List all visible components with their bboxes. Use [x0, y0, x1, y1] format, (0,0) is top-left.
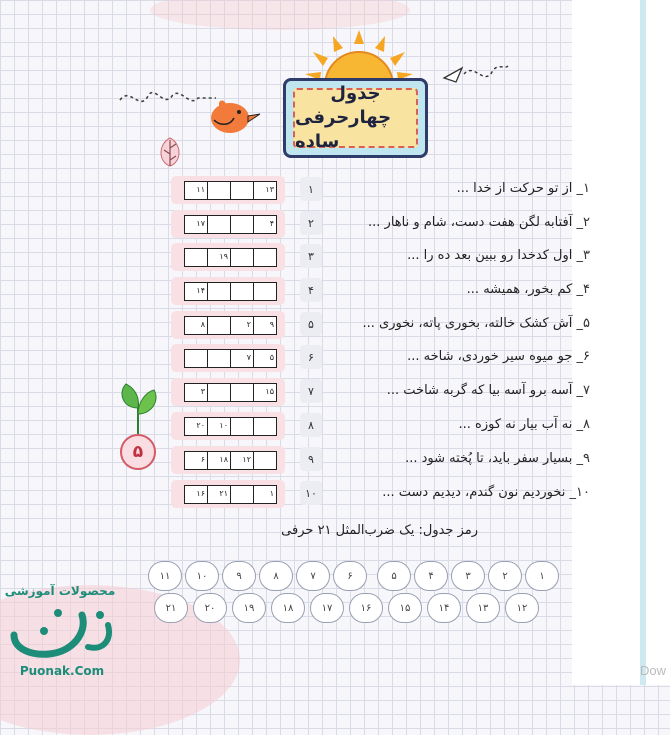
- paper-plane-icon: [440, 58, 510, 96]
- clue-index: ۱۰_: [569, 485, 590, 500]
- clue-row: [300, 480, 590, 508]
- answer-bubble[interactable]: ۶: [333, 561, 367, 591]
- clue-number: ۲: [300, 211, 322, 235]
- clue-row: [300, 210, 590, 238]
- clue-number: ۹: [300, 447, 322, 471]
- answer-bubble[interactable]: ۱۵: [388, 593, 422, 623]
- clue-number: ۶: [300, 345, 322, 369]
- clue-number: ۴: [300, 278, 322, 302]
- clue-index: ۴_: [576, 282, 590, 297]
- plant-icon: [116, 380, 162, 440]
- watermark-url[interactable]: Puonak.Com: [19, 664, 105, 678]
- clue-number: ۳: [300, 244, 322, 268]
- grid-cell[interactable]: [230, 485, 254, 504]
- answer-bubble[interactable]: ۳: [451, 561, 485, 591]
- clue-index: ۳_: [576, 248, 590, 263]
- grid-cell[interactable]: ۷: [230, 349, 254, 368]
- grid-row: [171, 378, 285, 406]
- grid-cell[interactable]: [253, 248, 277, 267]
- answer-bubble[interactable]: ۵: [377, 561, 411, 591]
- grid-cell[interactable]: ۱۱: [184, 181, 208, 200]
- grid-cell[interactable]: [230, 282, 254, 301]
- grid-cell[interactable]: [207, 349, 231, 368]
- clue-row: [300, 378, 590, 406]
- grid-row: [171, 243, 285, 271]
- grid-cell[interactable]: ۶: [184, 451, 208, 470]
- grid-cell[interactable]: ۲۱: [207, 485, 231, 504]
- clue-text: بسیار سفر باید، تا پُخته شود ...: [405, 451, 573, 466]
- grid-cell[interactable]: [230, 215, 254, 234]
- grid-cell[interactable]: [253, 417, 277, 436]
- answer-bubble[interactable]: ۱: [525, 561, 559, 591]
- clue-index: ۸_: [576, 417, 590, 432]
- clue-text: آسه برو آسه بیا که گربه شاخت ...: [386, 383, 573, 398]
- clue-number: ۷: [300, 379, 322, 403]
- grid-cell[interactable]: ۱۵: [253, 383, 277, 402]
- clue-index: ۶_: [576, 349, 590, 364]
- grid-cell[interactable]: [253, 451, 277, 470]
- grid-row: [171, 344, 285, 372]
- clue-number: ۱۰: [300, 481, 322, 505]
- clue-row: [300, 311, 590, 339]
- watermark-tagline: محصولات آموزشی: [4, 584, 116, 598]
- corner-watermark-text: Dow: [640, 663, 667, 678]
- grid-cell[interactable]: ۱۶: [184, 485, 208, 504]
- grid-cell[interactable]: ۱۹: [207, 248, 231, 267]
- grid-row: [171, 210, 285, 238]
- answer-bubble[interactable]: ۱۹: [232, 593, 266, 623]
- grid-cell[interactable]: [184, 248, 208, 267]
- answer-bubble[interactable]: ۱۶: [349, 593, 383, 623]
- answer-bubble[interactable]: ۱۲: [505, 593, 539, 623]
- clue-index: ۹_: [576, 451, 590, 466]
- page-edge: [569, 0, 670, 685]
- grid-cell[interactable]: ۱۸: [207, 451, 231, 470]
- grid-cell[interactable]: [207, 383, 231, 402]
- watermark-logo: [8, 605, 118, 661]
- grid-cell[interactable]: [230, 248, 254, 267]
- grid-cell[interactable]: ۴: [253, 215, 277, 234]
- answer-bubble[interactable]: ۱۳: [466, 593, 500, 623]
- clue-text: جو میوه سیر خوردی، شاخه ...: [407, 349, 573, 364]
- grid-cell[interactable]: ۱۴: [184, 282, 208, 301]
- clue-number: ۱: [300, 177, 322, 201]
- grid-cell[interactable]: ۱۳: [253, 181, 277, 200]
- grid-cell[interactable]: [230, 383, 254, 402]
- grid-row: [171, 446, 285, 474]
- grid-cell[interactable]: ۲۰: [184, 417, 208, 436]
- answer-bubble[interactable]: ۲: [488, 561, 522, 591]
- grid-cell[interactable]: ۵: [253, 349, 277, 368]
- grid-row: [171, 176, 285, 204]
- clue-index: ۱_: [576, 181, 590, 196]
- title-line-1: جدول: [330, 83, 381, 104]
- code-title: رمز جدول: یک ضرب‌المثل ۲۱ حرفی: [281, 523, 478, 538]
- lesson-number-badge: ۵: [120, 434, 156, 470]
- answer-bubble[interactable]: ۱۸: [271, 593, 305, 623]
- answer-bubble[interactable]: ۸: [259, 561, 293, 591]
- clue-text: از تو حرکت از خدا ...: [456, 181, 573, 196]
- grid-cell[interactable]: ۸: [184, 316, 208, 335]
- clue-text: کم بخور، همیشه ...: [466, 282, 573, 297]
- answer-bubble[interactable]: ۲۱: [154, 593, 188, 623]
- grid-cell[interactable]: [207, 215, 231, 234]
- answer-bubble[interactable]: ۱۴: [427, 593, 461, 623]
- grid-cell[interactable]: ۱۲: [230, 451, 254, 470]
- grid-cell[interactable]: ۱۰: [207, 417, 231, 436]
- clue-text: نه آب بیار نه کوزه ...: [458, 417, 573, 432]
- grid-row: [171, 412, 285, 440]
- grid-cell[interactable]: ۲: [230, 316, 254, 335]
- clue-row: [300, 344, 590, 372]
- clue-text: نخوردیم نون گندم، دیدیم دست ...: [382, 485, 566, 500]
- clue-row: [300, 243, 590, 271]
- leaf-doodle-icon: [152, 134, 188, 174]
- clue-index: ۷_: [576, 383, 590, 398]
- page-edge-stripe: [640, 0, 646, 685]
- answer-bubble[interactable]: ۲۰: [193, 593, 227, 623]
- answer-bubble[interactable]: ۴: [414, 561, 448, 591]
- answer-bubble[interactable]: ۷: [296, 561, 330, 591]
- title-board: [283, 78, 428, 158]
- grid-cell[interactable]: ۱۷: [184, 215, 208, 234]
- clue-row: [300, 277, 590, 305]
- grid-row: [171, 311, 285, 339]
- grid-cell[interactable]: [230, 417, 254, 436]
- answer-bubble[interactable]: ۹: [222, 561, 256, 591]
- clue-text: آفتابه لگن هفت دست، شام و ناهار ...: [368, 215, 573, 230]
- answer-bubble[interactable]: ۱۰: [185, 561, 219, 591]
- title-line-2: چهارحرفی ساده: [295, 107, 392, 152]
- grid-cell[interactable]: [230, 181, 254, 200]
- grid-cell[interactable]: [184, 349, 208, 368]
- grid-cell[interactable]: ۱: [253, 485, 277, 504]
- clue-number: ۸: [300, 413, 322, 437]
- clue-row: [300, 176, 590, 204]
- answer-bubble[interactable]: ۱۷: [310, 593, 344, 623]
- clue-index: ۵_: [576, 316, 590, 331]
- clue-row: [300, 412, 590, 440]
- clue-row: [300, 446, 590, 474]
- grid-row: [171, 480, 285, 508]
- clue-number: ۵: [300, 312, 322, 336]
- grid-cell[interactable]: [207, 282, 231, 301]
- dotted-path-left: [118, 82, 218, 116]
- answer-bubble[interactable]: ۱۱: [148, 561, 182, 591]
- grid-cell[interactable]: ۳: [184, 383, 208, 402]
- grid-cell[interactable]: [207, 181, 231, 200]
- grid-cell[interactable]: [253, 282, 277, 301]
- clue-text: اول کدخدا رو ببین بعد ده را ...: [407, 248, 573, 263]
- grid-cell[interactable]: ۹: [253, 316, 277, 335]
- bird-icon: [206, 94, 262, 140]
- grid-cell[interactable]: [207, 316, 231, 335]
- clue-index: ۲_: [576, 215, 590, 230]
- clue-text: آش کشک خالته، بخوری پاته، نخوری ...: [362, 316, 573, 331]
- grid-row: [171, 277, 285, 305]
- background-blob-top: [150, 0, 410, 30]
